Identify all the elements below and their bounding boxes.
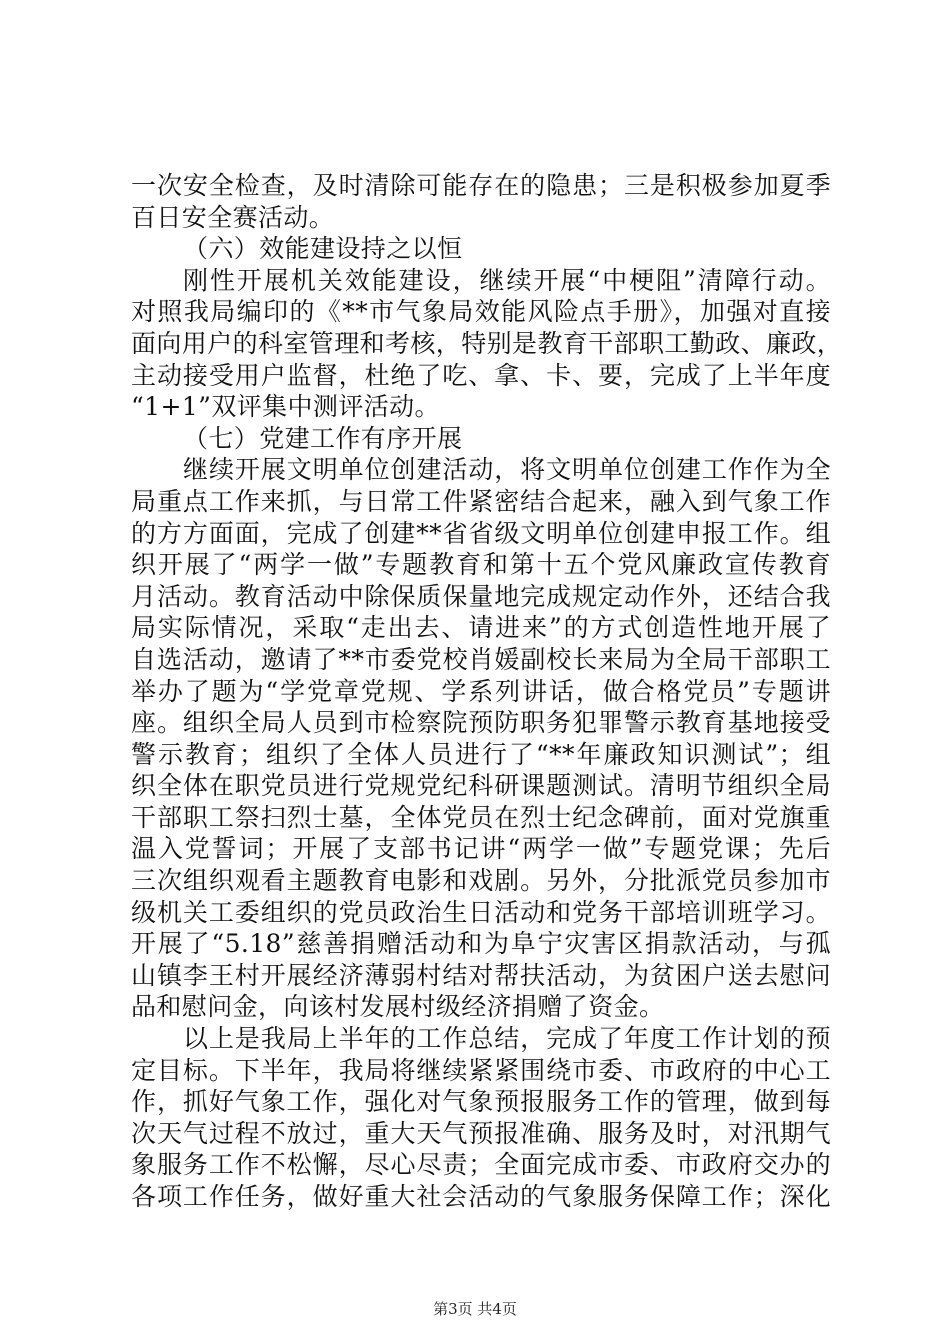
paragraph-line: 月活动。教育活动中除保质保量地完成规定动作外，还结合我 xyxy=(131,581,831,611)
paragraph-line: “1+1”双评集中测评活动。 xyxy=(131,392,440,422)
paragraph-line: 开展了“5.18”慈善捐赠活动和为阜宁灾害区捐款活动，与孤 xyxy=(131,929,831,959)
section-heading: （七）党建工作有序开展 xyxy=(183,423,463,453)
paragraph-line: 以上是我局上半年的工作总结，完成了年度工作计划的预 xyxy=(183,1024,831,1054)
paragraph-line: 举办了题为“学党章党规、学系列讲话，做合格党员”专题讲 xyxy=(131,676,831,706)
paragraph-line: 干部职工祭扫烈士墓，全体党员在烈士纪念碑前，面对党旗重 xyxy=(131,802,831,832)
paragraph-line: 山镇李王村开展经济薄弱村结对帮扶活动，为贫困户送去慰问 xyxy=(131,960,831,990)
paragraph-line: 自选活动，邀请了**市委党校肖媛副校长来局为全局干部职工 xyxy=(131,644,831,674)
paragraph-line: 局重点工作来抓，与日常工件紧密结合起来，融入到气象工作 xyxy=(131,486,831,516)
document-body xyxy=(131,170,843,1213)
paragraph-line: 级机关工委组织的党员政治生日活动和党务干部培训班学习。 xyxy=(131,897,831,927)
paragraph-line: 象服务工作不松懈，尽心尽责；全面完成市委、市政府交办的 xyxy=(131,1150,831,1180)
paragraph-line: 的方方面面，完成了创建**省省级文明单位创建申报工作。组 xyxy=(131,518,831,548)
paragraph-line: 织全体在职党员进行党规党纪科研课题测试。清明节组织全局 xyxy=(131,771,831,801)
paragraph-line: 百日安全赛活动。 xyxy=(131,202,335,232)
paragraph-line: 作，抓好气象工作，强化对气象预报服务工作的管理，做到每 xyxy=(131,1087,831,1117)
paragraph-line: 对照我局编印的《**市气象局效能风险点手册》，加强对直接 xyxy=(131,297,831,327)
section-heading: （六）效能建设持之以恒 xyxy=(183,234,463,264)
paragraph-line: 面向用户的科室管理和考核，特别是教育干部职工勤政、廉政， xyxy=(131,328,843,358)
paragraph-line: 一次安全检查，及时清除可能存在的隐患；三是积极参加夏季 xyxy=(131,171,831,200)
paragraph-line: 定目标。下半年，我局将继续紧紧围绕市委、市政府的中心工 xyxy=(131,1055,831,1085)
paragraph-line: 三次组织观看主题教育电影和戏剧。另外，分批派党员参加市 xyxy=(131,866,831,896)
paragraph-line: 温入党誓词；开展了支部书记讲“两学一做”专题党课；先后 xyxy=(131,834,831,864)
paragraph-line: 刚性开展机关效能建设，继续开展“中梗阻”清障行动。 xyxy=(183,265,831,295)
paragraph-line: 警示教育；组织了全体人员进行了“**年廉政知识测试”；组 xyxy=(131,739,831,769)
paragraph-line: 织开展了“两学一做”专题教育和第十五个党风廉政宣传教育 xyxy=(131,550,831,580)
paragraph-line: 座。组织全局人员到市检察院预防职务犯罪警示教育基地接受 xyxy=(131,708,831,738)
paragraph-line: 各项工作任务，做好重大社会活动的气象服务保障工作；深化 xyxy=(131,1182,831,1211)
paragraph-line: 局实际情况，采取“走出去、请进来”的方式创造性地开展了 xyxy=(131,613,831,643)
paragraph-line: 次天气过程不放过，重大天气预报准确、服务及时，对汛期气 xyxy=(131,1118,831,1148)
paragraph-line: 继续开展文明单位创建活动，将文明单位创建工作作为全 xyxy=(183,455,831,485)
paragraph-line: 品和慰问金，向该村发展村级经济捐赠了资金。 xyxy=(131,992,665,1022)
page-footer: 第3页 共4页 xyxy=(433,1300,517,1318)
paragraph-line: 主动接受用户监督，杜绝了吃、拿、卡、要，完成了上半年度 xyxy=(131,360,831,390)
